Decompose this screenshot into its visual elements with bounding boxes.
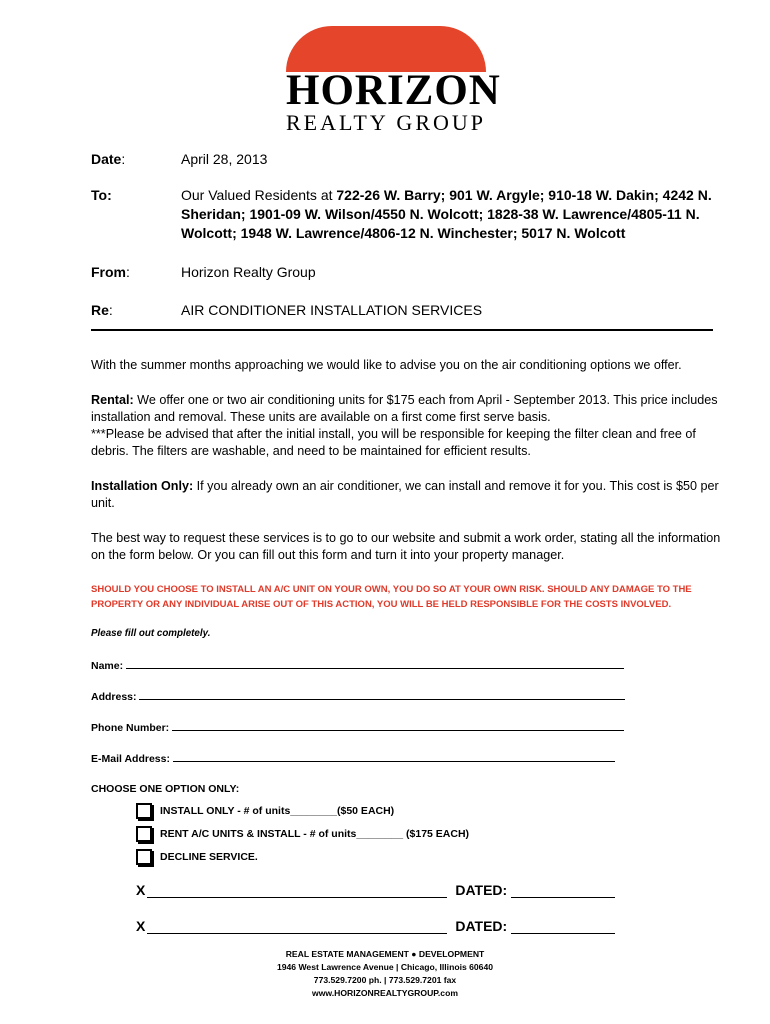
intro-paragraph: With the summer months approaching we would like to advise you on the air conditioning options we offer. [91,358,682,372]
dated-label: DATED: [455,918,508,934]
option-rent-install-label: RENT A/C UNITS & INSTALL - # of units________ ($175 EACH) [160,828,470,840]
footer-address: 1946 West Lawrence Avenue | Chicago, Illinois 60640 [276,962,494,972]
email-line[interactable] [173,751,615,762]
from-value: Horizon Realty Group [181,264,316,280]
checkbox-icon[interactable] [136,849,152,865]
re-label: Re [91,302,109,318]
to-addresses: 722-26 W. Barry; 901 W. Argyle; 910-18 W. Dakin; 4242 N. Sheridan; 1901-09 W. Wilson/4550 N. Wolcott; 1828-38 W. Lawrence/4805-11 N. Wolcott; 1948 W. Lawrence/4806-12 N. Winchester; 5017 N. Wolcott [181,187,712,241]
option-decline[interactable] [136,849,258,865]
to-value: Our Valued Residents at 722-26 W. Barry; 901 W. Argyle; 910-18 W. Dakin; 4242 N. Sheridan; 1901-09 W. Wilson/4550 N. Wolcott; 1828-38 W. Lawrence/4805-11 N. Wolcott; 1948 W. Lawrence/4806-12 N. Winchester; 5017 N. Wolcott [181,187,712,241]
rental-label: Rental: [91,393,134,407]
signature-x: X [136,882,146,898]
address-label: Address: [91,691,137,703]
header-divider [91,329,713,331]
dated-line[interactable] [511,919,615,934]
signature-row-2[interactable] [136,918,615,934]
name-field[interactable] [91,658,624,672]
phone-line[interactable] [172,720,624,731]
signature-x: X [136,918,146,934]
logo-dome [286,26,486,72]
phone-field[interactable] [91,720,624,734]
footer-tagline: REAL ESTATE MANAGEMENT ● DEVELOPMENT [285,949,485,959]
name-line[interactable] [126,658,624,669]
fill-note: Please fill out completely. [91,628,211,639]
installation-label: Installation Only: [91,479,194,493]
name-label: Name: [91,660,124,672]
address-field[interactable] [91,689,625,703]
dated-line[interactable] [511,883,615,898]
option-decline-label: DECLINE SERVICE. [160,851,258,863]
risk-warning: SHOULD YOU CHOOSE TO INSTALL AN A/C UNIT ON YOUR OWN, YOU DO SO AT YOUR OWN RISK. SHOULD ANY DAMAGE TO THE PROPERTY OR ANY INDIVIDUAL ARISE OUT OF THIS ACTION, YOU WILL BE HELD RESPONSIBLE FOR THE COSTS INVOLVED. [91,584,692,610]
option-rent-install[interactable] [136,826,469,842]
company-logo [286,26,501,136]
dated-label: DATED: [455,882,508,898]
email-label: E-Mail Address: [91,753,170,765]
footer-website: www.HORIZONREALTYGROUP.com [312,988,458,998]
footer [185,948,585,1000]
checkbox-icon[interactable] [136,826,152,842]
re-value: AIR CONDITIONER INSTALLATION SERVICES [181,302,483,318]
from-label: From [91,264,126,280]
option-install-only-label: INSTALL ONLY - # of units________($50 EACH) [160,805,395,817]
option-install-only[interactable] [136,803,394,819]
date-value: April 28, 2013 [181,151,268,167]
request-paragraph: The best way to request these services is to go to our website and submit a work order, stating all the information on the form below. Or you can fill out this form and turn it into your property manager. [91,531,721,562]
installation-paragraph: Installation Only: If you already own an air conditioner, we can install and remove it for you. This cost is $50 per unit. [91,479,719,510]
checkbox-icon[interactable] [136,803,152,819]
logo-name: HORIZON [286,67,501,114]
signature-line[interactable] [147,883,447,898]
rental-paragraph: Rental: We offer one or two air conditioning units for $175 each from April - September 2013. This price includes installation and removal. These units are available on a first come first serve basis. ***Please be advised that after the initial install, you will be responsible for keeping the filter clean and free of debris. The filters are washable, and need to be maintained for efficient results. [91,393,718,458]
rental-note: ***Please be advised that after the initial install, you will be responsible for keeping the filter clean and free of debris. The filters are washable, and need to be maintained for efficient results. [91,427,696,458]
footer-phone: 773.529.7200 ph. | 773.529.7201 fax [313,975,457,985]
signature-line[interactable] [147,919,447,934]
logo-subtitle: REALTY GROUP [286,110,487,135]
signature-row-1[interactable] [136,882,615,898]
to-label: To: [91,187,112,203]
phone-label: Phone Number: [91,722,170,734]
date-label: Date [91,151,122,167]
email-field[interactable] [91,751,615,765]
address-line[interactable] [139,689,625,700]
choose-option-heading: CHOOSE ONE OPTION ONLY: [91,783,240,795]
